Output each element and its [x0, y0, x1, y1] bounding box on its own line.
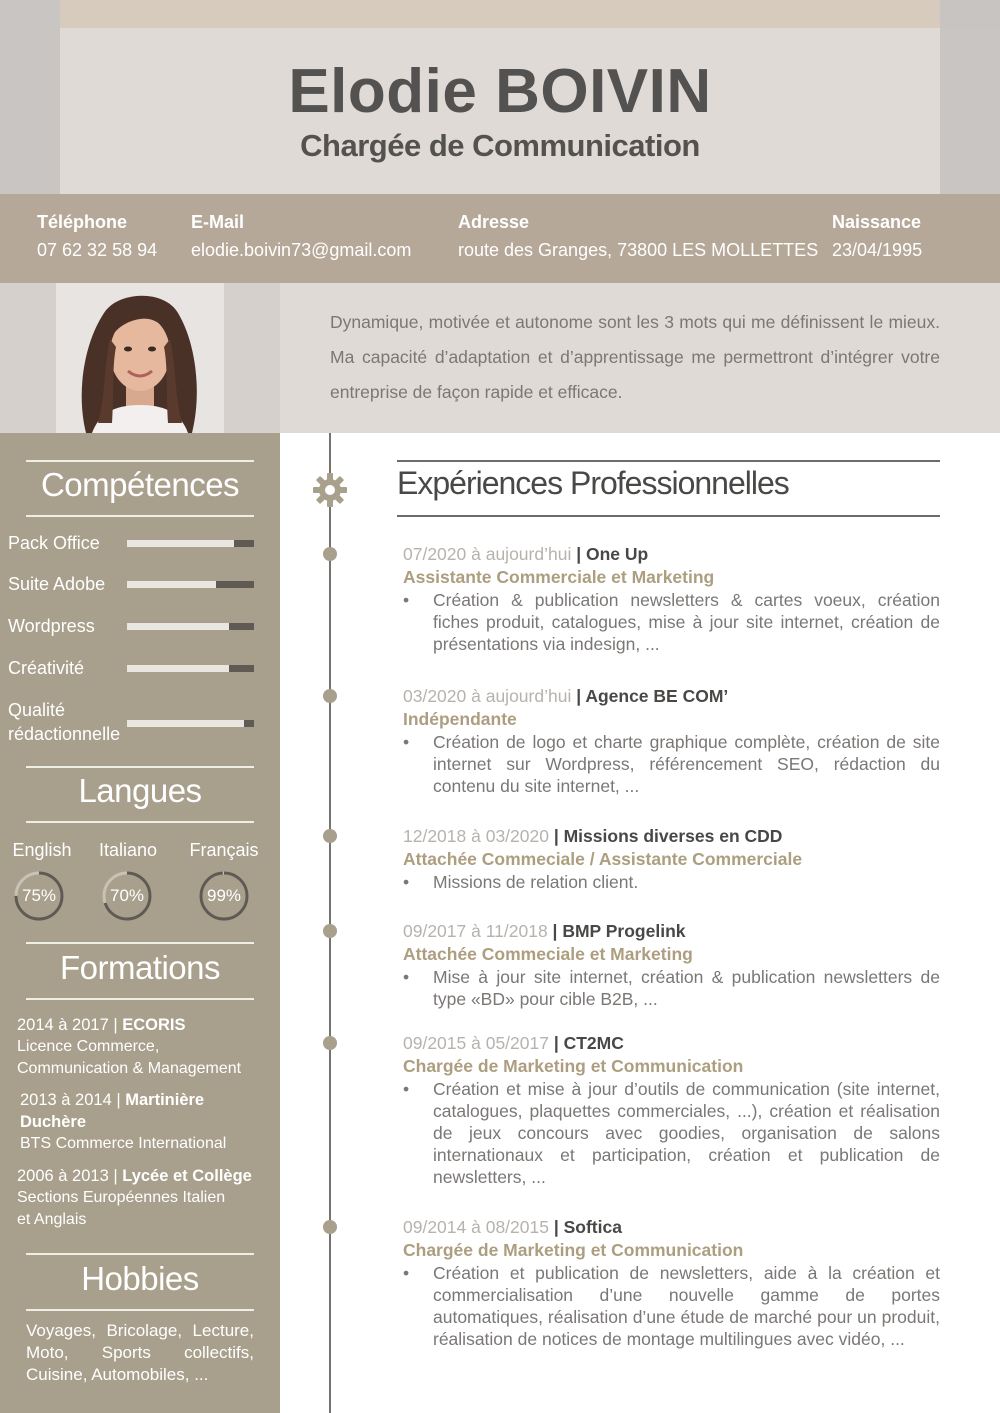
job-role: Attachée Commeciale / Assistante Commerciale: [403, 849, 803, 869]
timeline-dot: [323, 1220, 337, 1234]
job-company: One Up: [585, 544, 649, 564]
bullet: •: [403, 1263, 410, 1283]
profile-photo: [56, 283, 224, 433]
job-separator: |: [571, 544, 586, 564]
language-label: Italiano: [98, 840, 158, 860]
skill-fill: [127, 540, 234, 547]
skills-heading: Compétences: [40, 466, 240, 503]
skill-bar: [127, 623, 254, 630]
job-role: Chargée de Marketing et Communication: [403, 1240, 744, 1260]
bullet: •: [403, 732, 410, 752]
language-percent: 75%: [21, 886, 57, 905]
birth-value: 23/04/1995: [832, 240, 923, 260]
job-separator: |: [548, 1217, 564, 1237]
job-dates: 09/2017 à 11/2018: [403, 921, 548, 941]
experience-rule-bottom: [397, 515, 940, 517]
skill-fill: [127, 623, 229, 630]
languages-heading: Langues: [78, 772, 202, 809]
job-role: Assistante Commerciale et Marketing: [403, 567, 715, 587]
bullet: •: [403, 967, 410, 987]
contact-address: [458, 212, 818, 261]
education-rule-top: [26, 942, 254, 944]
education-school: Lycée et Collège: [122, 1167, 252, 1185]
education-detail: BTS Commerce International: [20, 1135, 227, 1152]
contact-band: [0, 194, 1000, 283]
job-role: Indépendante: [403, 709, 517, 729]
skill-label: Suite Adobe: [8, 574, 106, 594]
job-separator: |: [548, 1033, 564, 1053]
skill-label: Qualité: [8, 700, 66, 720]
languages-rule-bottom: [26, 821, 254, 823]
timeline-dot: [323, 1036, 337, 1050]
education-dates: 2014 à 2017 |: [17, 1016, 118, 1034]
skill-bar: [127, 720, 254, 727]
education-dates: 2013 à 2014 |: [20, 1091, 121, 1109]
job-dates: 09/2015 à 05/2017: [403, 1033, 549, 1053]
candidate-name: Elodie BOIVIN: [288, 57, 712, 126]
education-detail: Sections Européennes Italien: [17, 1189, 226, 1206]
hobbies-rule-bottom: [26, 1309, 254, 1311]
education-school: Martinière: [125, 1091, 205, 1109]
header-top-strip: [60, 0, 940, 28]
job-company: BMP Progelink: [562, 921, 686, 941]
job-dates: 07/2020 à aujourd’hui: [403, 544, 572, 564]
education-school: ECORIS: [122, 1016, 186, 1034]
job-title: Chargée de Communication: [300, 128, 700, 163]
contact-phone: [37, 212, 157, 261]
bullet: •: [403, 872, 410, 892]
skill-bar: [127, 540, 254, 547]
timeline-dot: [323, 924, 337, 938]
skill-fill: [127, 581, 216, 588]
profile-summary: Dynamique, motivée et autonome sont les 3 mots qui me définissent le mieux. Ma capacité d’adaptation et d’apprentissage me permettront d’intégrer votre entreprise de façon rapide et efficace.: [330, 312, 940, 402]
job-company: Softica: [563, 1217, 622, 1237]
education-heading: Formations: [59, 949, 221, 986]
language-percent: 70%: [109, 886, 145, 905]
job-entry: [403, 1216, 940, 1350]
job-separator: |: [547, 921, 563, 941]
hobbies-rule-top: [26, 1253, 254, 1255]
address-label: Adresse: [458, 212, 530, 232]
education-detail: Communication & Management: [17, 1060, 242, 1077]
language-label: Français: [189, 840, 259, 860]
language-label: English: [12, 840, 72, 860]
birth-label: Naissance: [832, 212, 922, 232]
education-entry: [17, 1165, 267, 1231]
job-company: Agence BE COM’: [585, 686, 729, 706]
job-description: Création & publication newsletters & cartes voeux, création fiches produit, catalogues, mise à jour site internet, création de présentations via indesign, ...: [433, 590, 940, 654]
header-corner: [940, 0, 1000, 28]
skill-bar: [127, 665, 254, 672]
job-entry: [403, 1032, 940, 1188]
job-dates: 12/2018 à 03/2020: [403, 826, 549, 846]
timeline-dot: [323, 829, 337, 843]
hobbies-list: Voyages, Bricolage, Lecture, Moto, Sports collectifs, Cuisine, Automobiles, ...: [26, 1321, 254, 1384]
job-entry: [403, 685, 940, 797]
job-role: Chargée de Marketing et Communication: [403, 1056, 744, 1076]
timeline-dot: [323, 547, 337, 561]
job-entry: [403, 543, 940, 655]
bullet: •: [403, 590, 410, 610]
phone-label: Téléphone: [37, 212, 128, 232]
address-value: route des Granges, 73800 LES MOLLETTES: [458, 240, 819, 260]
skill-label: rédactionnelle: [8, 724, 121, 744]
skills-rule-top: [26, 460, 254, 462]
job-company: Missions diverses en CDD: [563, 826, 783, 846]
gear-icon: [312, 472, 348, 508]
timeline-line: [329, 433, 331, 1413]
job-description: Mise à jour site internet, création & publication newsletters de type «BD» pour cible B2B, ...: [433, 967, 940, 1009]
phone-value: 07 62 32 58 94: [37, 240, 158, 260]
contact-email: [191, 212, 411, 261]
education-detail: et Anglais: [17, 1211, 87, 1228]
job-entry: [403, 920, 940, 1010]
education-entry: [20, 1089, 270, 1155]
skill-bar: [127, 581, 254, 588]
job-dates: 03/2020 à aujourd’hui: [403, 686, 572, 706]
job-description: Création de logo et charte graphique complète, création de site internet sur Wordpress, référencement SEO, rédaction du contenu du site internet, ...: [433, 732, 940, 796]
job-entry: [403, 825, 940, 893]
job-separator: |: [571, 686, 586, 706]
email-value: elodie.boivin73@gmail.com: [191, 240, 412, 260]
job-description: Missions de relation client.: [433, 872, 639, 892]
language-percent: 99%: [206, 886, 242, 905]
education-entry: [17, 1014, 267, 1080]
job-dates: 09/2014 à 08/2015: [403, 1217, 549, 1237]
education-school: Duchère: [20, 1113, 87, 1131]
skill-label: Pack Office: [8, 533, 100, 553]
job-description: Création et mise à jour d’outils de communication (site internet, catalogues, plaquettes commerciales, ...), création et réalisation de jeux concours avec goodies, organisation de salons internationaux et participation, création et publication de newsletters, ...: [433, 1079, 940, 1187]
skill-label: Wordpress: [8, 616, 95, 636]
education-rule-bottom: [26, 998, 254, 1000]
education-dates: 2006 à 2013 |: [17, 1167, 118, 1185]
job-company: CT2MC: [563, 1033, 624, 1053]
skill-fill: [127, 720, 244, 727]
email-label: E-Mail: [191, 212, 245, 232]
job-description: Création et publication de newsletters, aide à la création et commercialisation d’une nouvelle gamme de portes automatiques, réalisation d’une étude de marché pour un produit, réalisation de notices de montage multilingues avec vidéo, ...: [433, 1263, 940, 1349]
bullet: •: [403, 1079, 410, 1099]
job-separator: |: [548, 826, 564, 846]
skill-fill: [127, 665, 229, 672]
hobbies-heading: Hobbies: [81, 1260, 199, 1297]
job-role: Attachée Commeciale et Marketing: [403, 944, 693, 964]
experience-heading: Expériences Professionnelles: [397, 465, 789, 501]
contact-birth: [832, 212, 922, 261]
experience-rule-top: [397, 460, 940, 462]
skills-rule-bottom: [26, 515, 254, 517]
timeline-dot: [323, 689, 337, 703]
languages-rule-top: [26, 766, 254, 768]
education-detail: Licence Commerce,: [17, 1038, 160, 1055]
skill-label: Créativité: [8, 658, 85, 678]
profile-photo-illustration: [56, 283, 224, 433]
